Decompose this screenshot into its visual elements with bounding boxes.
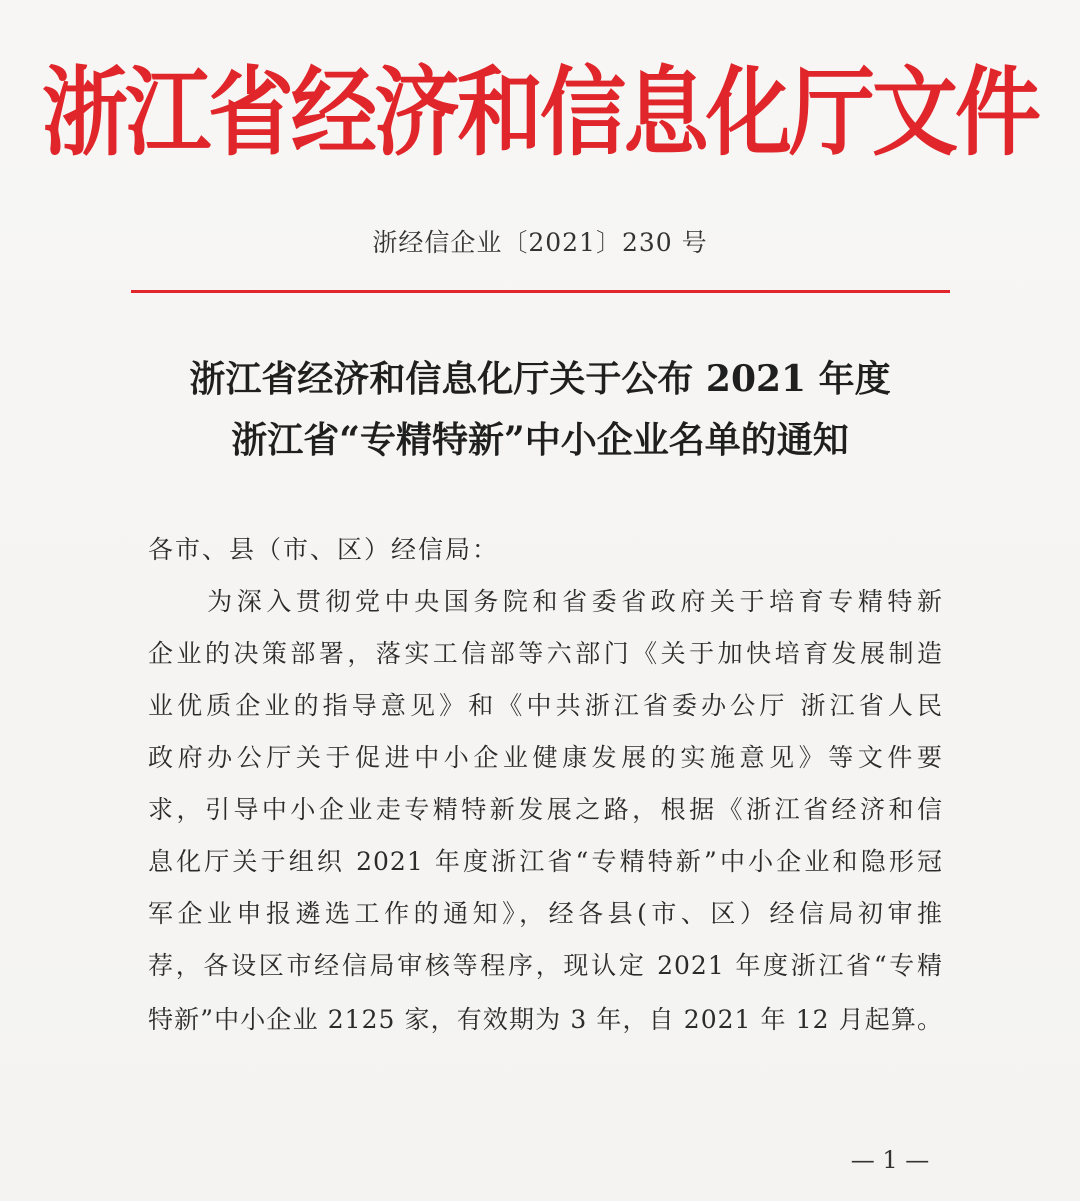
agency-header-title: 浙江省经济和信息化厅文件 (42, 57, 1038, 170)
red-divider-line (131, 290, 950, 293)
notice-title-line-1: 浙江省经济和信息化厅关于公布 2021 年度 (189, 358, 891, 400)
page-number: — 1 — (850, 1146, 930, 1174)
body-line-1: 为深入贯彻党中央国务院和省委省政府关于培育专精特新 (148, 587, 943, 616)
notice-title-line-2: 浙江省“专精特新”中小企业名单的通知 (231, 419, 849, 461)
body-line-9: 特新”中小企业 2125 家，有效期为 3 年，自 2021 年 12 月起算。 (148, 1005, 943, 1034)
body-line-8: 荐，各设区市经信局审核等程序，现认定 2021 年度浙江省“专精 (148, 951, 943, 980)
body-line-6: 息化厅关于组织 2021 年度浙江省“专精特新”中小企业和隐形冠 (148, 847, 943, 876)
document-number: 浙经信企业〔2021〕230 号 (372, 228, 708, 257)
body-line-2: 企业的决策部署，落实工信部等六部门《关于加快培育发展制造 (148, 639, 943, 668)
body-line-4: 政府办公厅关于促进中小企业健康发展的实施意见》等文件要 (148, 743, 943, 772)
salutation: 各市、县（市、区）经信局： (148, 535, 500, 564)
body-line-3: 业优质企业的指导意见》和《中共浙江省委办公厅 浙江省人民 (148, 691, 943, 720)
body-line-7: 军企业申报遴选工作的通知》，经各县(市、区）经信局初审推 (148, 899, 943, 928)
body-line-5: 求，引导中小企业走专精特新发展之路，根据《浙江省经济和信 (148, 795, 943, 824)
